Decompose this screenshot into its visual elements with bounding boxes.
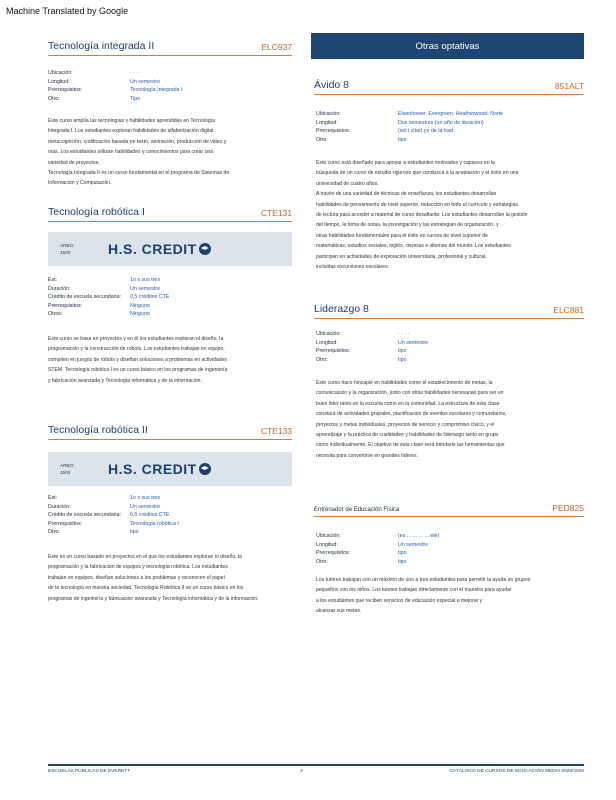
course-code: ELC881 <box>553 305 584 315</box>
field-value: Eisenhower, Evergreen, Heatherwood, Norte <box>398 111 504 117</box>
desc-line: Este curso se basa en proyectos y en él los estudiantes exploran el diseño, la <box>48 336 224 342</box>
course-title: Liderazgo 8 <box>314 303 369 315</box>
desc-line: búsqueda de un curso de estudio riguroso que conduzca a la aceptación y el éxito en una <box>316 170 519 177</box>
course-header <box>48 206 292 222</box>
graduation-cap-icon <box>199 463 211 475</box>
course-description <box>316 575 588 617</box>
field-value: (sol i citar) yo de la trad <box>398 128 454 134</box>
desc-line: constará de actividades grupales, planificación de eventos escolares y comunitarios, <box>316 411 507 418</box>
course-header <box>48 424 292 440</box>
desc-line: Este curso está diseñado para apoyar a estudiantes motivados y capaces en la <box>316 160 495 166</box>
course-title: Tecnología integrada II <box>48 40 155 52</box>
desc-line: Este curso amplía las tecnologías y habilidades aprendidas en Tecnología <box>48 118 215 124</box>
field-value: Un semestre <box>130 503 161 510</box>
footer-catalog-title: CATÁLOGO DE CURSOS DE EDUCACIÓN MEDIA 2025/2026 <box>449 769 584 774</box>
course-description <box>316 378 588 461</box>
field-label: Longitud: <box>316 119 338 126</box>
field-label: Otro: <box>48 529 60 535</box>
field-label: Prerrequisitos: <box>316 128 351 134</box>
banner-small-line: 1500 <box>60 470 71 475</box>
field-label: Est: <box>48 277 58 283</box>
desc-line: Este es un curso basado en proyectos en el que los estudiantes exploran el diseño, la <box>48 554 242 560</box>
field-value: Ninguno <box>130 302 150 309</box>
field-value: Dos semestres (un año de duración) <box>398 119 484 126</box>
hs-credit-banner <box>48 452 292 486</box>
field-value: tipo <box>130 529 139 535</box>
banner-small-text <box>60 462 84 476</box>
desc-line: como individualmente. El objetivo de esta clase será brindarle las herramientas que <box>316 442 505 449</box>
desc-line: Información y Computación. <box>48 180 112 187</box>
field-label: Prerrequisitos: <box>316 550 351 556</box>
desc-line: proyectos y metas individuales, proyectos de servicio y compromiso cívico, y el <box>316 421 495 428</box>
course-header <box>314 503 584 517</box>
course-title: Tecnología robótica II <box>48 424 148 436</box>
field-label: Otro: <box>316 136 328 143</box>
desc-line: metacognición, codificación basada en texto, animación, producción de video y <box>48 138 227 145</box>
field-value: Tipo <box>130 95 141 102</box>
course-header <box>48 40 292 56</box>
field-label: Otro: <box>316 558 328 565</box>
otras-optativas-header: Otras optativas <box>311 33 584 59</box>
field-label: Prerrequisitos: <box>48 520 83 527</box>
course-description <box>48 116 298 189</box>
course-fields <box>316 330 584 364</box>
field-value: tipo <box>398 348 407 354</box>
course-code: 851ALT <box>554 81 584 91</box>
field-label: Crédito de escuela secundaria: <box>48 294 122 300</box>
field-label: Crédito de escuela secundaria: <box>48 512 122 518</box>
desc-line: Los tutores trabajan con un máximo de uno a tres estudiantes para permitir la ayuda en grupos <box>316 577 531 583</box>
field-label: Otro: <box>48 95 60 102</box>
field-label: Ubicación: <box>316 533 341 539</box>
field-value: tipo <box>398 356 407 363</box>
desc-line: Este curso hace hincapié en habilidades como el establecimiento de metas, la <box>316 380 493 386</box>
field-value: 0,5 créditos CTE <box>130 294 170 300</box>
course-fields <box>48 494 292 537</box>
footer-district: ESCUELAS PÚBLICAS DE EVERETT <box>48 769 131 774</box>
banner-small-line: ARBO: <box>60 463 75 468</box>
field-label: Longitud: <box>48 78 70 85</box>
field-label: Ubicación: <box>48 70 73 76</box>
field-value: · · · · <box>130 70 142 76</box>
field-value: Tecnología Integrada I <box>130 87 183 93</box>
field-label: Longitud: <box>316 541 338 548</box>
field-value: · · · · <box>398 331 410 337</box>
desc-line: habilidades de pensamiento de nivel superior, redacción en todo el currículo y estrategias <box>316 201 518 208</box>
field-label: Prerrequisitos: <box>48 87 83 93</box>
field-value: Un semestre <box>130 285 161 292</box>
hs-credit-label <box>108 241 211 257</box>
desc-line: alcanzar sus metas. <box>316 608 362 615</box>
course-description <box>48 552 298 604</box>
course-code: ELC937 <box>261 42 292 52</box>
desc-line: necesita para convertirse en grandes líderes. <box>316 452 418 459</box>
course-fields <box>316 110 584 144</box>
desc-line: buen líder tanto en la escuela como en la comunidad. La estructura de esta clase <box>316 400 500 407</box>
desc-line: programas de ingeniería y fabricación avanzada y Tecnología informática y de la información. <box>48 595 259 602</box>
banner-small-line: ARBO: <box>60 243 75 248</box>
desc-line: universidad de cuatro años. <box>316 180 379 187</box>
course-description <box>48 334 298 386</box>
banner-small-line: 1500 <box>60 250 71 255</box>
field-value: (es ... ... ... ... ele) <box>398 533 440 539</box>
hs-credit-text: H.S. CREDIT <box>108 461 197 477</box>
field-label: Longitud: <box>316 339 338 346</box>
field-label: Ubicación: <box>316 331 341 337</box>
desc-line: incluidas excursiones escolares. <box>316 264 390 271</box>
course-code: PED825 <box>552 503 584 513</box>
footer-page-number: 3 <box>300 769 303 774</box>
page-footer <box>48 764 584 774</box>
desc-line: STEM. Tecnología robótica I es un curso básico en los programas de ingeniería <box>48 367 228 374</box>
course-title: Tecnología robótica I <box>48 206 145 218</box>
field-label: Duración: <box>48 285 71 292</box>
field-value: tipo <box>398 558 407 565</box>
field-label: Otros: <box>48 311 63 317</box>
desc-line: otras habilidades fundamentales para el éxito en cursos de nivel superior de <box>316 232 488 239</box>
desc-line: programación y la construcción de robots. Los estudiantes trabajan en equipo, <box>48 346 225 353</box>
desc-line: más. Los estudiantes utilizan habilidades y conocimientos para crear una <box>48 149 214 156</box>
course-description <box>316 158 588 272</box>
field-label: Prerrequisitos: <box>316 348 351 354</box>
graduation-cap-icon <box>199 243 211 255</box>
desc-line: Tecnología Integrada II es un curso fundamental en el programa de Sistemas de <box>48 170 230 177</box>
course-header <box>314 303 584 319</box>
desc-line: y fabricación avanzada y Tecnología informática y de la información. <box>48 377 202 384</box>
hs-credit-banner <box>48 232 292 266</box>
course-header <box>314 79 584 95</box>
course-fields <box>48 69 292 103</box>
field-value: 0,5 créditos CTE <box>130 512 170 518</box>
field-value: tipo <box>398 136 407 143</box>
course-title: Entrenador de Educación Física <box>314 507 400 513</box>
field-value: Tecnología robótica I <box>130 520 179 527</box>
field-label: Otro: <box>316 356 328 363</box>
desc-line: programación y la fabricación de equipos y tecnología robótica. Los estudiantes <box>48 564 228 571</box>
banner-small-text <box>60 242 84 256</box>
desc-line: del tiempo, la toma de notas, la investigación y las estrategias de organización, y <box>316 222 499 229</box>
desc-line: variedad de proyectos. <box>48 159 100 166</box>
hs-credit-label <box>108 461 211 477</box>
desc-line: A través de una variedad de técnicas de enseñanza, los estudiantes desarrollan <box>316 191 497 198</box>
field-value: Ninguno <box>130 311 150 317</box>
course-title: Ávido 8 <box>314 79 350 91</box>
course-fields <box>48 276 292 319</box>
field-value: Un semestre <box>398 339 429 346</box>
field-value: Un semestre <box>398 541 429 548</box>
desc-line: de lectura para acceder a material de curso desafiante. Los estudiantes desarrollan la gestión <box>316 212 528 219</box>
desc-line: aprendizaje y la práctica de cualidades y habilidades de liderazgo tanto en grupo <box>316 432 499 439</box>
desc-line: trabajan en equipos, diseñan soluciones a los problemas y reconocen el papel <box>48 574 225 581</box>
desc-line: matemáticas, estudios sociales, inglés, ciencias e idiomas del mundo. Los estudiantes <box>316 243 511 250</box>
machine-translated-label: Machine Translated by Google <box>6 6 129 16</box>
course-code: CTE133 <box>260 426 292 436</box>
field-value: 1o s sus tres <box>130 495 161 501</box>
field-value: 1o s sus tres <box>130 277 161 283</box>
desc-line: Integrada I. Los estudiantes exploran habilidades de alfabetización digital, <box>48 128 215 135</box>
field-value: tipo <box>398 550 407 556</box>
hs-credit-text: H.S. CREDIT <box>108 241 197 257</box>
desc-line: participan en actividades de exploración universitaria, profesional y cultural, <box>316 253 487 260</box>
field-label: Ubicación: <box>316 111 341 117</box>
field-label: Duración: <box>48 503 71 510</box>
course-fields <box>316 532 584 566</box>
course-code: CTE131 <box>260 208 292 218</box>
desc-line: compiten en juegos de robots y diseñan soluciones a problemas en actividades <box>48 356 227 363</box>
desc-line: comunicación y la organización, junto con otras habilidades necesarias para ser un <box>316 390 504 397</box>
field-label: Prerrequisitos: <box>48 302 83 309</box>
field-value: Un semestre <box>130 78 161 85</box>
desc-line: de la tecnología en nuestra sociedad. Tecnología Robótica II es un curso básico en los <box>48 585 244 592</box>
desc-line: a los estudiantes que reciben servicios de educación especial a mejorar y <box>316 597 483 604</box>
desc-line: pequeños con los niños. Los tutores trabajan directamente con el maestro para ayudar <box>316 587 512 594</box>
field-label: Est: <box>48 495 58 501</box>
